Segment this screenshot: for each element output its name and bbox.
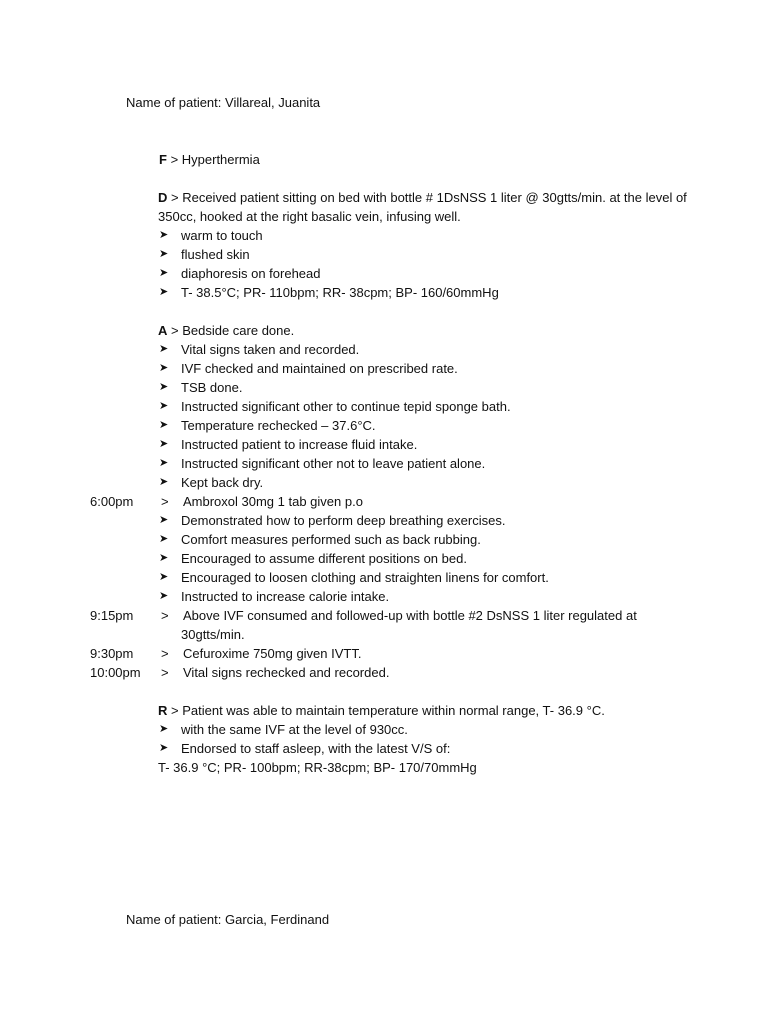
data-letter: D [158,190,168,205]
arrow-bullet-icon: ➤ [159,267,169,279]
arrow-bullet-icon: ➤ [159,457,169,469]
arrow-bullet-icon: ➤ [159,229,169,241]
arrow-bullet-icon: ➤ [159,514,169,526]
arrow-bullet-icon: ➤ [159,343,169,355]
gt-marker: > [161,646,169,661]
action-bullet: Comfort measures performed such as back rubbing. [181,532,481,547]
action-bullet: Encouraged to loosen clothing and straighten linens for comfort. [181,570,549,585]
time-label: 6:00pm [90,494,134,509]
arrow-bullet-icon: ➤ [159,419,169,431]
action-text: > Bedside care done. [167,323,295,338]
action-bullet: Encouraged to assume different positions on bed. [181,551,467,566]
arrow-bullet-icon: ➤ [159,533,169,545]
timed-entry-text: Cefuroxime 750mg given IVTT. [183,646,362,661]
focus-letter: F [159,152,167,167]
response-bullet: Endorsed to staff asleep, with the latest V/S of: [181,741,451,756]
action-bullet: Instructed patient to increase fluid intake. [181,437,418,452]
action-bullet: Instructed to increase calorie intake. [181,589,390,604]
arrow-bullet-icon: ➤ [159,438,169,450]
action-letter: A [158,323,168,338]
action-bullet: Demonstrated how to perform deep breathing exercises. [181,513,506,528]
arrow-bullet-icon: ➤ [159,590,169,602]
arrow-bullet-icon: ➤ [159,742,169,754]
response-letter: R [158,703,168,718]
timed-entry-text: Vital signs rechecked and recorded. [183,665,390,680]
action-bullet: IVF checked and maintained on prescribed rate. [181,361,458,376]
patient-name-line-1 [126,93,320,112]
arrow-bullet-icon: ➤ [159,552,169,564]
timed-entry-text: Above IVF consumed and followed-up with bottle #2 DsNSS 1 liter regulated at [183,608,637,623]
data-bullet: diaphoresis on forehead [181,266,321,281]
data-bullet: warm to touch [181,228,263,243]
response-text: > Patient was able to maintain temperature within normal range, T- 36.9 °C. [167,703,605,718]
arrow-bullet-icon: ➤ [159,571,169,583]
arrow-bullet-icon: ➤ [159,362,169,374]
timed-entry-continuation: 30gtts/min. [181,627,245,642]
action-bullet: Vital signs taken and recorded. [181,342,360,357]
action-bullet: Kept back dry. [181,475,264,490]
action-line [158,321,294,340]
action-bullet: Temperature rechecked – 37.6°C. [181,418,376,433]
arrow-bullet-icon: ➤ [159,400,169,412]
time-label: 10:00pm [90,665,141,680]
time-label: 9:30pm [90,646,134,661]
patient-name-line-2 [126,910,329,929]
arrow-bullet-icon: ➤ [159,286,169,298]
arrow-bullet-icon: ➤ [159,248,169,260]
data-bullet: T- 38.5°C; PR- 110bpm; RR- 38cpm; BP- 160/60mmHg [181,285,499,300]
arrow-bullet-icon: ➤ [159,476,169,488]
response-line [158,701,605,720]
gt-marker: > [161,608,169,623]
timed-entry-text: Ambroxol 30mg 1 tab given p.o [183,494,363,509]
action-bullet: TSB done. [181,380,243,395]
response-bullet: with the same IVF at the level of 930cc. [181,722,408,737]
focus-text: > Hyperthermia [166,152,260,167]
action-bullet: Instructed significant other not to leave patient alone. [181,456,486,471]
patient-name-label: Name of patient: [126,95,222,110]
gt-marker: > [161,494,169,509]
action-bullet: Instructed significant other to continue tepid sponge bath. [181,399,511,414]
patient-name-value: Villareal, Juanita [225,95,321,110]
arrow-bullet-icon: ➤ [159,381,169,393]
patient-name-value: Garcia, Ferdinand [225,912,330,927]
gt-marker: > [161,665,169,680]
data-paragraph [158,188,688,226]
arrow-bullet-icon: ➤ [159,723,169,735]
time-label: 9:15pm [90,608,134,623]
response-vitals: T- 36.9 °C; PR- 100bpm; RR-38cpm; BP- 170/70mmHg [158,760,477,775]
focus-line [159,150,260,169]
patient-name-label: Name of patient: [126,912,222,927]
data-bullet: flushed skin [181,247,250,262]
data-text: > Received patient sitting on bed with bottle # 1DsNSS 1 liter @ 30gtts/min. at the level of 350cc, hooked at the right basalic vein, infusing well. [158,190,687,224]
